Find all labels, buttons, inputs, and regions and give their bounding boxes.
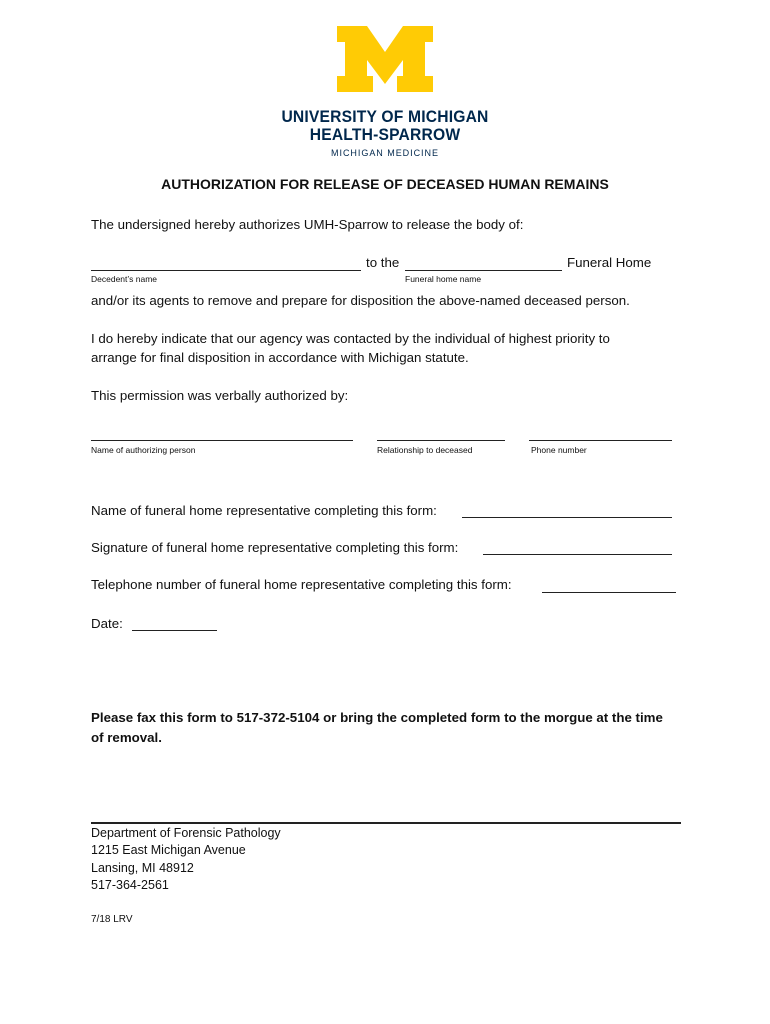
agents-text: and/or its agents to remove and prepare for disposition the above-named deceased person.	[91, 293, 630, 308]
form-title: AUTHORIZATION FOR RELEASE OF DECEASED HUMAN REMAINS	[161, 176, 609, 192]
date-label: Date:	[91, 616, 123, 631]
footer-divider	[91, 822, 681, 824]
fax-instruction-line2: of removal.	[91, 730, 162, 745]
footer-city: Lansing, MI 48912	[91, 861, 194, 875]
revision-code: 7/18 LRV	[91, 914, 133, 925]
fax-instruction-line1: Please fax this form to 517-372-5104 or bring the completed form to the morgue at the time	[91, 710, 663, 725]
footer-department: Department of Forensic Pathology	[91, 826, 281, 840]
date-field[interactable]	[132, 630, 217, 631]
relationship-label: Relationship to deceased	[377, 445, 473, 455]
relationship-field[interactable]	[377, 440, 505, 441]
rep-signature-field[interactable]	[483, 554, 672, 555]
logo	[0, 26, 770, 159]
contact-text-line2: arrange for final disposition in accordance with Michigan statute.	[91, 350, 469, 365]
org-name-line2: HEALTH-SPARROW	[309, 125, 461, 144]
rep-name-field[interactable]	[462, 517, 672, 518]
funeral-home-name-field[interactable]	[405, 270, 562, 271]
decedent-name-label: Decedent’s name	[91, 274, 157, 284]
footer-phone: 517-364-2561	[91, 878, 169, 892]
authorizer-phone-field[interactable]	[529, 440, 672, 441]
rep-name-label: Name of funeral home representative completing this form:	[91, 503, 437, 518]
phone-number-label: Phone number	[531, 445, 587, 455]
authorizing-person-label: Name of authorizing person	[91, 445, 196, 455]
rep-phone-field[interactable]	[542, 592, 676, 593]
rep-phone-label: Telephone number of funeral home representative completing this form:	[91, 577, 512, 592]
intro-text: The undersigned hereby authorizes UMH-Sparrow to release the body of:	[91, 217, 524, 232]
funeral-home-name-label: Funeral home name	[405, 274, 482, 284]
block-m-logo-icon	[337, 26, 433, 92]
decedent-name-field[interactable]	[91, 270, 361, 271]
funeral-home-text: Funeral Home	[567, 255, 652, 270]
rep-signature-label: Signature of funeral home representative completing this form:	[91, 540, 459, 555]
verbal-authorization-text: This permission was verbally authorized by:	[91, 388, 349, 403]
org-name-line3: MICHIGAN MEDICINE	[331, 148, 439, 159]
authorizing-person-field[interactable]	[91, 440, 353, 441]
footer-street: 1215 East Michigan Avenue	[91, 843, 246, 857]
contact-text-line1: I do hereby indicate that our agency was contacted by the individual of highest priority to	[91, 331, 610, 346]
to-the-text: to the	[366, 255, 400, 270]
org-name-line1: UNIVERSITY OF MICHIGAN	[281, 107, 489, 126]
